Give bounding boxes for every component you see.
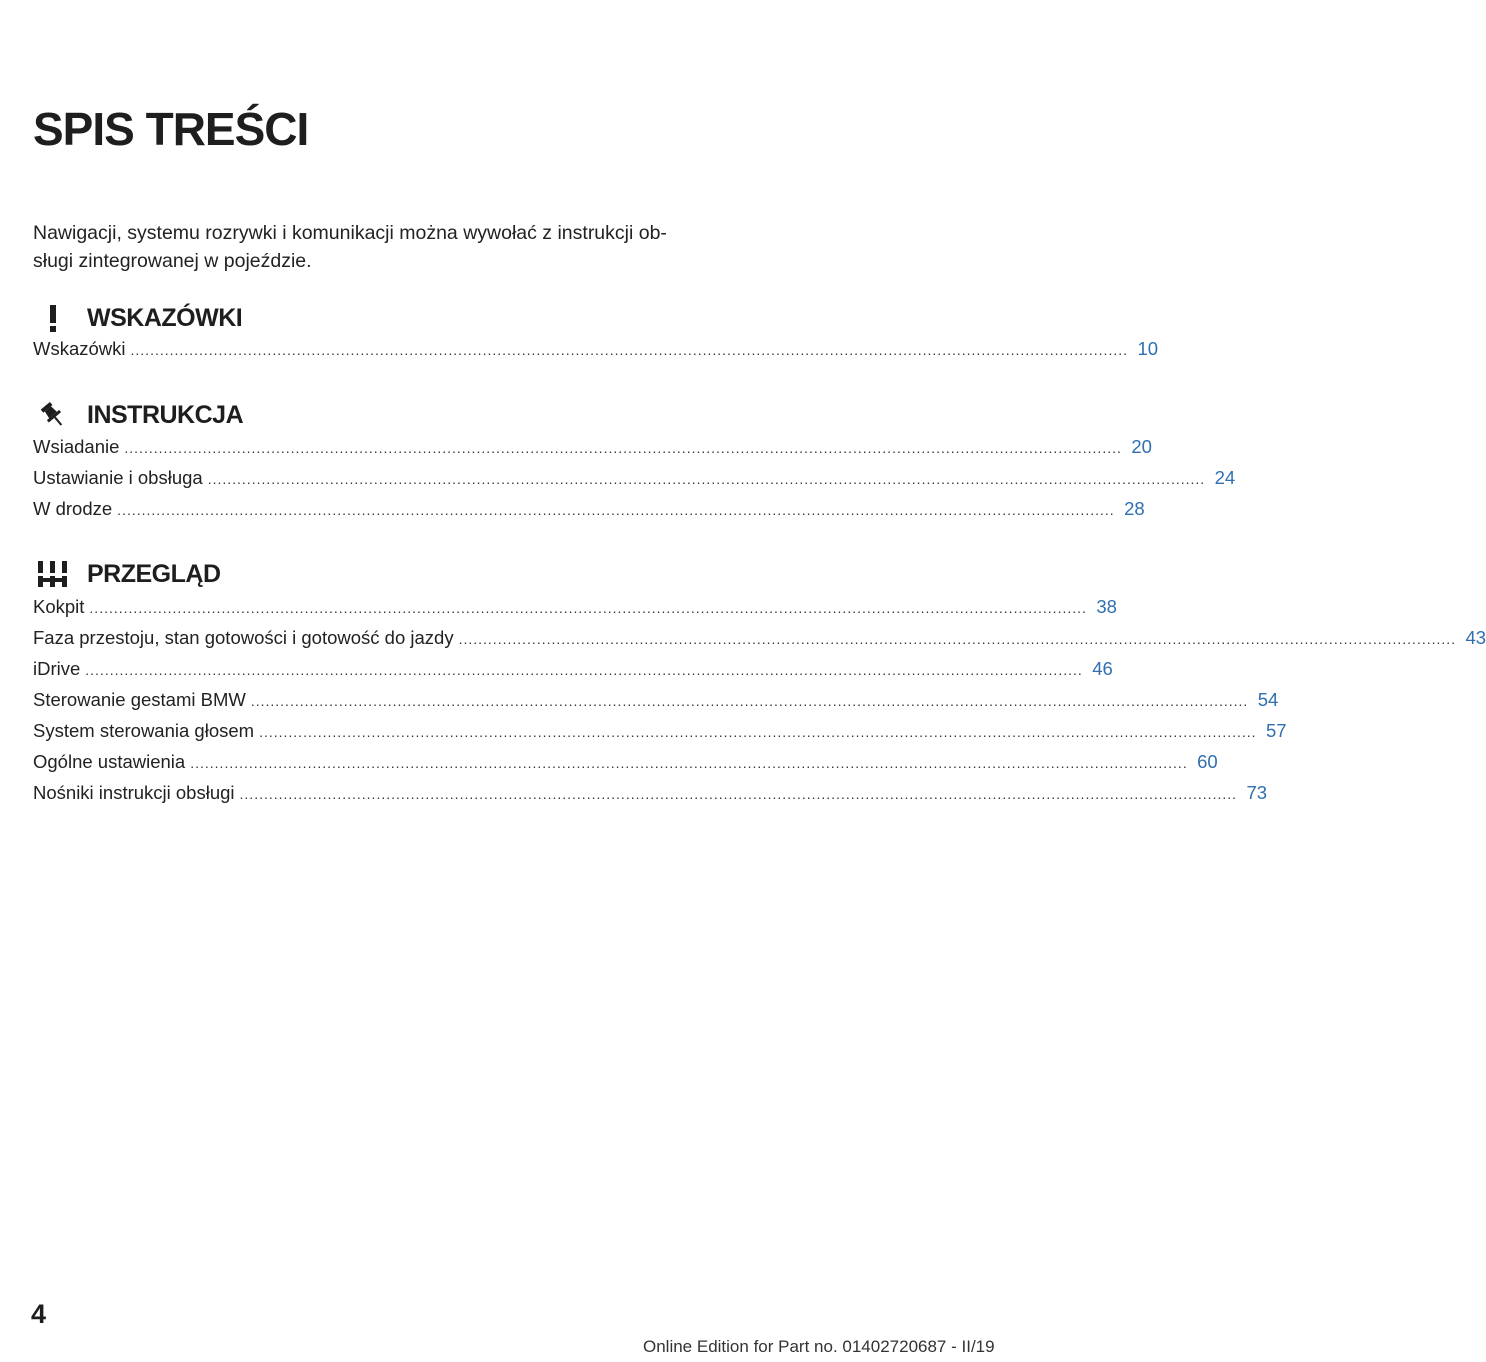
toc-entry-title: W drodze xyxy=(33,498,113,519)
toc-entry-page[interactable]: 24 xyxy=(1214,467,1236,488)
toc-entry[interactable] xyxy=(33,498,1145,529)
intro-line-2: sługi zintegrowanej w pojeździe. xyxy=(33,250,312,272)
toc-entry[interactable] xyxy=(33,782,1268,813)
section-heading-instrukcja xyxy=(33,398,243,432)
toc-entry[interactable] xyxy=(33,720,1287,751)
section-title: PRZEGLĄD xyxy=(87,559,221,588)
section-title: INSTRUKCJA xyxy=(87,400,244,429)
dot-leader: ............................................................................................................................................................................................................ xyxy=(259,724,1257,740)
dot-leader: ............................................................................................................................................................................................................ xyxy=(130,342,1129,358)
section-heading-przeglad xyxy=(33,557,221,591)
toc-entry[interactable] xyxy=(33,627,1486,658)
toc-list-instrukcja xyxy=(33,436,1236,529)
toc-entry-page[interactable]: 60 xyxy=(1197,751,1218,772)
dot-leader: ............................................................................................................................................................................................................ xyxy=(458,631,1457,647)
toc-list-wskazowki xyxy=(33,338,1159,369)
intro-line-1: Nawigacji, systemu rozrywki i komunikacji można wywołać z instrukcji ob- xyxy=(33,222,667,244)
dot-leader: ............................................................................................................................................................................................................ xyxy=(250,693,1249,709)
toc-entry-title: Kokpit xyxy=(33,596,85,617)
toc-entry[interactable] xyxy=(33,751,1218,782)
toc-entry-page[interactable]: 10 xyxy=(1137,338,1159,359)
toc-entry-page[interactable]: 54 xyxy=(1257,689,1279,710)
exclamation-icon xyxy=(33,302,73,334)
toc-entry-page[interactable]: 57 xyxy=(1265,720,1287,741)
footer-edition-note: Online Edition for Part no. 01402720687 - II/19 xyxy=(643,1337,995,1356)
toc-entry-title: Nośniki instrukcji obsługi xyxy=(33,782,235,803)
toc-list-przeglad xyxy=(33,596,1486,813)
toc-entry-page[interactable]: 28 xyxy=(1124,498,1145,519)
toc-entry[interactable] xyxy=(33,658,1113,689)
toc-entry[interactable] xyxy=(33,436,1152,467)
dot-leader: ............................................................................................................................................................................................................ xyxy=(124,440,1122,456)
grid-icon xyxy=(33,558,73,590)
section-heading-wskazowki xyxy=(33,301,242,335)
toc-entry[interactable] xyxy=(33,596,1117,627)
dot-leader: ............................................................................................................................................................................................................ xyxy=(190,755,1188,771)
intro-text xyxy=(33,219,693,275)
toc-entry-page[interactable]: 46 xyxy=(1092,658,1113,679)
toc-entry-title: Sterowanie gestami BMW xyxy=(33,689,246,710)
toc-entry-title: iDrive xyxy=(33,658,81,679)
page-title: SPIS TREŚCI xyxy=(33,103,309,155)
toc-entry[interactable] xyxy=(33,338,1159,369)
toc-entry[interactable] xyxy=(33,689,1279,720)
toc-entry-title: Wskazówki xyxy=(33,338,126,359)
dot-leader: ............................................................................................................................................................................................................ xyxy=(89,600,1087,616)
toc-entry-page[interactable]: 20 xyxy=(1131,436,1152,457)
section-title: WSKAZÓWKI xyxy=(87,303,243,332)
toc-entry-page[interactable]: 43 xyxy=(1465,627,1486,648)
toc-entry-title: Faza przestoju, stan gotowości i gotowość do jazdy xyxy=(33,627,454,648)
toc-entry-title: Wsiadanie xyxy=(33,436,120,457)
dot-leader: ............................................................................................................................................................................................................ xyxy=(207,471,1206,487)
toc-entry-title: Ogólne ustawienia xyxy=(33,751,186,772)
dot-leader: ............................................................................................................................................................................................................ xyxy=(85,662,1083,678)
toc-entry-page[interactable]: 73 xyxy=(1246,782,1268,803)
dot-leader: ............................................................................................................................................................................................................ xyxy=(117,502,1115,518)
pin-icon xyxy=(33,399,73,431)
page-number: 4 xyxy=(31,1299,47,1329)
toc-entry-title: System sterowania głosem xyxy=(33,720,255,741)
toc-entry-title: Ustawianie i obsługa xyxy=(33,467,203,488)
dot-leader: ............................................................................................................................................................................................................ xyxy=(239,786,1238,802)
toc-entry[interactable] xyxy=(33,467,1236,498)
toc-entry-page[interactable]: 38 xyxy=(1096,596,1117,617)
